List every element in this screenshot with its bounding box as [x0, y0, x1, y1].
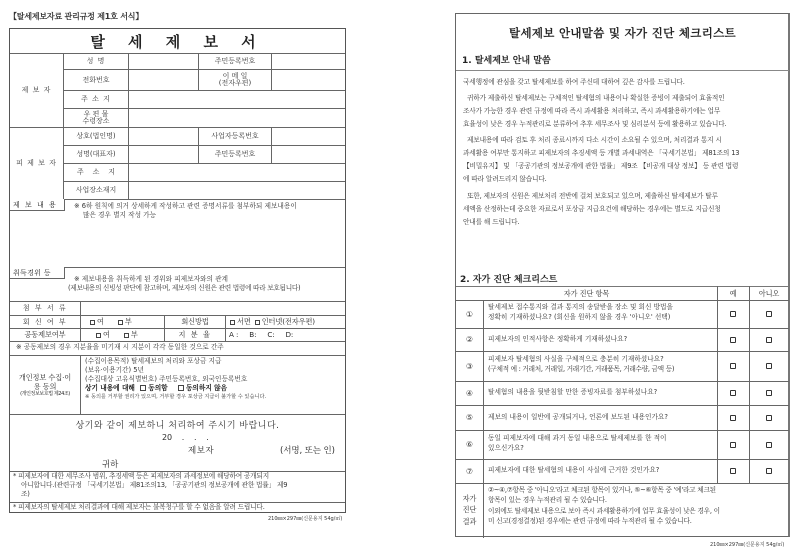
- privacy-label-line: 용 동의: [33, 381, 57, 391]
- checklist-item-3-yes-checkbox[interactable]: [717, 351, 749, 381]
- guide-paragraph-line: 또한, 제보자의 신원은 제보처리 전반에 걸쳐 보호되고 있으며, 제출하신 탈세제보가 탈루: [463, 191, 718, 200]
- privacy-label-line: 개인정보 수집·이: [18, 372, 72, 382]
- checklist-item-5-yes-checkbox[interactable]: [717, 405, 749, 430]
- checkbox-icon: [90, 320, 95, 325]
- reported-company-field[interactable]: [129, 127, 198, 145]
- result-label-line: 자가: [462, 494, 477, 504]
- checklist-item-number: ⑦: [465, 466, 474, 476]
- informant-resident-no-label: 주민등록번호: [214, 57, 256, 65]
- joint-report-label: 공동제보여부: [24, 330, 66, 339]
- consent-disagree-label: 동의하지 않음: [185, 384, 228, 393]
- result-line: 이외에도 탈세제보 내용으로 보아 즉시 과세활용하기에 업무 효율성이 낮은 경우, 이: [488, 506, 720, 515]
- report-content-note-line: 많은 경우 별지 작성 가능: [83, 211, 157, 220]
- reply-method-letter-label: 서면: [237, 317, 251, 326]
- reported-biz-location-label: 사업장소재지: [75, 186, 117, 194]
- privacy-warning: ※ 동의를 거부할 권리가 있으며, 거부할 경우 포상금 지급이 불가할 수 있습니다.: [85, 394, 267, 401]
- checklist-item-1-yes-checkbox[interactable]: [717, 300, 749, 328]
- checkbox-icon: [766, 337, 772, 343]
- self-diagnosis-result-label: [456, 483, 483, 537]
- reply-options: [90, 315, 164, 328]
- checkbox-icon: [766, 442, 772, 448]
- informant-mail-label-2: 수령장소: [82, 116, 110, 125]
- checklist-header-no: 아니오: [758, 288, 780, 298]
- checklist-item-text: 탈세혐의 내용을 뒷받침할 만한 증빙자료를 첨부하셨나요?: [488, 388, 658, 397]
- footnote-line: 조): [21, 489, 30, 498]
- checkbox-icon: [178, 385, 184, 391]
- informant-mail-label-1: 우 편 물: [83, 109, 109, 118]
- guide-paragraph: [463, 190, 785, 229]
- addressee-label: 귀하: [102, 460, 119, 470]
- checklist-item-text: 피제보자에 대한 탈세혐의 내용이 사실에 근거한 것인가요?: [488, 466, 660, 475]
- checklist-item-2-yes-checkbox[interactable]: [717, 328, 749, 351]
- checklist-item-line: 정확히 기재하셨나요? (회신을 원하지 않을 경우 '아니오' 선택): [488, 312, 671, 321]
- acquisition-label: 취득경위 등: [10, 267, 65, 279]
- checklist-item-7-yes-checkbox[interactable]: [717, 459, 749, 483]
- privacy-consent-choice: [85, 384, 343, 393]
- reply-yes-option[interactable]: [90, 317, 104, 326]
- reported-resident-no-label: 주민등록번호: [214, 150, 256, 158]
- checkbox-icon: [96, 333, 101, 338]
- joint-yes-label: 여: [103, 330, 110, 339]
- guide-paragraph-line: 세액을 산정하는데 중요한 자료로서 포상금 지급요건에 해당하는 경우에는 별도로 지급신청: [463, 204, 721, 213]
- result-line: 항목이 있는 경우 누적관리 될 수 있습니다.: [488, 496, 607, 505]
- checkbox-icon: [766, 468, 772, 474]
- checklist-item-4-no-checkbox[interactable]: [749, 381, 789, 405]
- consent-agree-option[interactable]: [140, 384, 167, 392]
- reply-label: 회 신 여 부: [22, 317, 68, 326]
- checkbox-icon: [230, 320, 235, 325]
- reply-method-options: [230, 315, 345, 328]
- guide-paragraph-line: 에 따라 알려드리지 않습니다.: [463, 175, 547, 184]
- checkbox-icon: [766, 415, 772, 421]
- checklist-item-line: 있으신가요?: [488, 444, 524, 453]
- checklist-item-line: 탈세제보 접수통지와 결과 통지의 송달받을 장소 및 회신 방법을: [488, 303, 673, 311]
- privacy-line: (수집이용목적) 탈세제보의 처리와 포상금 지급: [85, 357, 222, 365]
- footnote-line: * 피제보자에 대한 세무조사 범위, 추징세액 등은 피제보자의 과세정보에 해당하여 공개되지: [13, 472, 269, 480]
- checklist-item-7-no-checkbox[interactable]: [749, 459, 789, 483]
- checklist-item-number: ⑥: [465, 440, 474, 449]
- reported-rep-field[interactable]: [129, 145, 198, 163]
- guide-paragraph-line: 제보내용에 따라 검토 후 처리 종료시까지 다소 시간이 소요될 수 있으며, 처리결과 통지 시: [463, 136, 722, 145]
- privacy-line: (수집대상 고유식별번호) 주민등록번호, 외국인등록번호: [85, 375, 248, 384]
- checklist-item-text: 피제보자의 인적사항은 정확하게 기재하셨나요?: [488, 334, 628, 343]
- joint-no-label: 부: [130, 330, 138, 339]
- consent-agree-label: 동의함: [148, 384, 168, 393]
- reply-method-internet-option[interactable]: [255, 317, 315, 326]
- checklist-item-6-yes-checkbox[interactable]: [717, 430, 749, 459]
- acquisition-note: [68, 275, 344, 293]
- reply-yes-label: 여: [97, 317, 104, 326]
- checklist-item-3-no-checkbox[interactable]: [749, 351, 789, 381]
- guide-paragraph-line: 안내를 해 드립니다.: [463, 217, 520, 226]
- checklist-item-number: ⑤: [465, 413, 474, 422]
- checkbox-icon: [766, 390, 772, 396]
- joint-no-option[interactable]: [124, 330, 138, 339]
- consent-prefix: 상기 내용에 대해: [85, 384, 135, 393]
- checklist-header-yes: 예: [729, 288, 737, 298]
- informant-name-label: 성 명: [86, 57, 106, 65]
- checkbox-icon: [766, 311, 772, 317]
- section2-title: 2. 자가 진단 체크리스트: [460, 274, 558, 285]
- informant-phone-field[interactable]: [129, 69, 198, 90]
- reply-method-internet-label: 인터넷(전자우편): [261, 317, 315, 326]
- share-ratio-label: 지 분 율: [178, 330, 212, 339]
- checklist-item-text: 제보의 내용이 일반에 공개되거나, 언론에 보도된 내용인가요?: [488, 412, 668, 421]
- checklist-header-item: 자가 진단 항목: [563, 288, 610, 298]
- guide-paragraph: [463, 134, 785, 186]
- checklist-item-number: ③: [465, 361, 474, 371]
- date-field[interactable]: 20 . . .: [162, 433, 209, 442]
- report-content-note-line: ※ 6하 원칙에 의거 상세하게 작성하고 관련 증명서류를 첨부하되 제보내용이: [74, 202, 297, 210]
- reply-method-label: 회신방법: [181, 317, 209, 326]
- checkbox-icon: [140, 385, 146, 391]
- reply-method-letter-option[interactable]: [230, 317, 251, 326]
- reported-resident-no-field[interactable]: [272, 145, 345, 163]
- consent-disagree-option[interactable]: [178, 384, 227, 392]
- checkbox-icon: [730, 415, 736, 421]
- reply-no-option[interactable]: [118, 317, 132, 326]
- result-label-line: 진단: [462, 505, 477, 515]
- checkbox-icon: [255, 320, 260, 325]
- checkbox-icon: [730, 442, 736, 448]
- signer-label: 제보자: [188, 446, 215, 456]
- checkbox-icon: [766, 363, 772, 369]
- privacy-consent-label-cell: [10, 355, 80, 414]
- footnote-appeal: * 피제보자의 탈세제보 처리결과에 대해 제보자는 불복청구를 할 수 없음을 알려 드립니다.: [13, 502, 265, 511]
- privacy-law-ref: (개인정보보호법 제24조): [20, 390, 70, 397]
- reported-biz-no-label: 사업자등록번호: [211, 132, 259, 140]
- checkbox-icon: [730, 363, 736, 369]
- reported-biz-location-field[interactable]: [129, 181, 345, 199]
- reported-biz-no-field[interactable]: [272, 127, 345, 145]
- checklist-item-2-no-checkbox[interactable]: [749, 328, 789, 351]
- result-label-line: 결과: [462, 516, 477, 526]
- checklist-item-6-no-checkbox[interactable]: [749, 430, 789, 459]
- result-line: ②~④,⑦항목 중 '아니오'라고 체크된 항목이 있거나, ⑤~⑥항목 중 '예'라고 체크된: [488, 486, 716, 494]
- checkbox-icon: [118, 320, 123, 325]
- share-ratio-field[interactable]: A : B: C: D:: [229, 330, 294, 339]
- informant-mail-field[interactable]: [129, 108, 345, 127]
- informant-email-sub-label: (전자우편): [218, 78, 252, 87]
- guide-paragraph-line: 과세활용 여부만 통지하고 피제보자의 추징세액 등 개별 과세내역은 「국세기본법」 제81조의 13: [463, 149, 740, 158]
- self-diagnosis-result-text: [488, 485, 788, 527]
- reported-rep-label: 성명(대표자): [76, 150, 116, 158]
- informant-section-label: 제 보 자: [21, 86, 52, 94]
- result-line: 미 신고(경정결정)된 경우에는 관련 규정에 따라 누적관리 될 수 있습니다.: [488, 517, 692, 526]
- joint-options: [96, 328, 164, 341]
- checklist-item-line: 동일 피제보자에 대해 과거 동일 내용으로 탈세제보를 한 적이: [488, 434, 667, 442]
- reported-section-label: 피 제 보 자: [16, 159, 57, 167]
- joint-report-note: ※ 공동제보의 경우 지분율을 미기재 시 지분이 각각 동일한 것으로 간주: [16, 343, 224, 352]
- informant-mail-label-cell: [64, 108, 128, 127]
- attachments-label: 첨 부 서 류: [22, 304, 68, 312]
- reply-no-label: 부: [124, 317, 132, 326]
- guide-paragraph-line: 조사가 가능한 경우 관련 규정에 따라 즉시 과세활용 처리하고, 즉시 과세활용하기에는 업무: [463, 107, 721, 116]
- guide-paragraph-line: 귀하가 제출하신 탈세제보는 구체적인 탈세혐의 내용이나 확실한 증빙이 제출되어 효율적인: [463, 94, 725, 103]
- privacy-consent-body: [85, 357, 343, 401]
- guide-paragraph: [463, 92, 785, 131]
- form-title: 탈 세 제 보 서: [90, 32, 265, 51]
- informant-email-field[interactable]: [272, 69, 345, 90]
- right-paper-size: 210㎜×297㎜(신문용지 54g/㎡): [710, 542, 785, 548]
- checklist-item-number: ①: [465, 309, 474, 319]
- checklist-item-line: 피제보자 탈세혐의 사실을 구체적으로 충분히 기재하셨나요?: [488, 355, 664, 363]
- form-header-label: 【탈세제보자료 관리규정 제1호 서식】: [9, 12, 144, 21]
- guide-checklist-page: [455, 13, 790, 537]
- report-content-field[interactable]: [10, 221, 345, 267]
- checklist-item-line: (구체적 예 : 거래처, 거래일, 거래기간, 거래품목, 거래수량, 금액 등): [488, 365, 675, 374]
- informant-address-label: 주 소 지: [81, 95, 111, 103]
- joint-yes-option[interactable]: [96, 330, 110, 339]
- checkbox-icon: [730, 468, 736, 474]
- acquisition-note-line: ※ 제보내용을 취득하게 된 경위와 피제보자와의 관계: [74, 275, 229, 283]
- guide-paragraph-line: 국세행정에 관심을 갖고 탈세제보를 하여 주신데 대하여 깊은 감사를 드립니다.: [463, 78, 685, 86]
- footnotes: [13, 472, 343, 499]
- guide-title: 탈세제보 안내말씀 및 자가 진단 체크리스트: [509, 26, 736, 40]
- informant-address-field[interactable]: [129, 90, 345, 108]
- left-paper-size: 210㎜×297㎜(신문용지 54g/㎡): [268, 516, 343, 522]
- checklist-item-1-no-checkbox[interactable]: [749, 300, 789, 328]
- checkbox-icon: [730, 390, 736, 396]
- guide-paragraphs: [463, 76, 785, 229]
- attachments-field[interactable]: [81, 301, 345, 315]
- checklist-item-text: [488, 433, 716, 453]
- closing-request: 상기와 같이 제보하니 처리하여 주시기 바랍니다.: [75, 420, 280, 431]
- informant-phone-label: 전화번호: [82, 75, 110, 84]
- footnote-line: 아니합니다.(관련규정 「국세기본법」 제81조의13, 「공공기관의 정보공개에 관한 법률」 제9: [21, 480, 288, 489]
- checklist-item-text: [488, 354, 716, 375]
- checkbox-icon: [730, 311, 736, 317]
- checkbox-icon: [124, 333, 129, 338]
- checklist-item-number: ④: [465, 388, 474, 398]
- section1-title: 1. 탈세제보 안내 말씀: [462, 55, 551, 66]
- informant-email-label: 이 메 일: [222, 71, 248, 80]
- informant-email-label-cell: [199, 69, 271, 90]
- checklist-item-5-no-checkbox[interactable]: [749, 405, 789, 430]
- signature-hint[interactable]: (서명, 또는 인): [280, 446, 335, 456]
- checklist-item-4-yes-checkbox[interactable]: [717, 381, 749, 405]
- report-content-note: [74, 202, 344, 220]
- checkbox-icon: [730, 337, 736, 343]
- guide-paragraph-line: 【비밀유지】 및 「공공기관의 정보공개에 관한 법률」 제9조 【비공개 대상 정보】 등 관련 법령: [463, 162, 739, 171]
- privacy-line: (보유·이용기간) 5년: [85, 366, 144, 375]
- reported-company-label: 상호(법인명): [76, 132, 116, 140]
- acquisition-note-line: (제보내용의 신빙성 판단에 참고하며, 제보자의 신원은 관련 법령에 따라 보호됩니다): [68, 284, 301, 293]
- tax-evasion-report-form: [9, 28, 346, 513]
- informant-resident-no-field[interactable]: [272, 53, 345, 69]
- reported-address-label: 주 소 지: [76, 168, 116, 176]
- informant-name-field[interactable]: [129, 53, 198, 69]
- checklist-item-text: [488, 303, 716, 322]
- report-content-label: 제 보 내 용: [10, 199, 65, 211]
- guide-paragraph-line: 효율성이 낮은 경우 누적관리로 분류하여 추후 세무조사 및 심리분석 등에 활용하고 있습니다.: [463, 120, 727, 129]
- checklist-item-number: ②: [465, 335, 474, 344]
- reported-address-field[interactable]: [129, 163, 345, 181]
